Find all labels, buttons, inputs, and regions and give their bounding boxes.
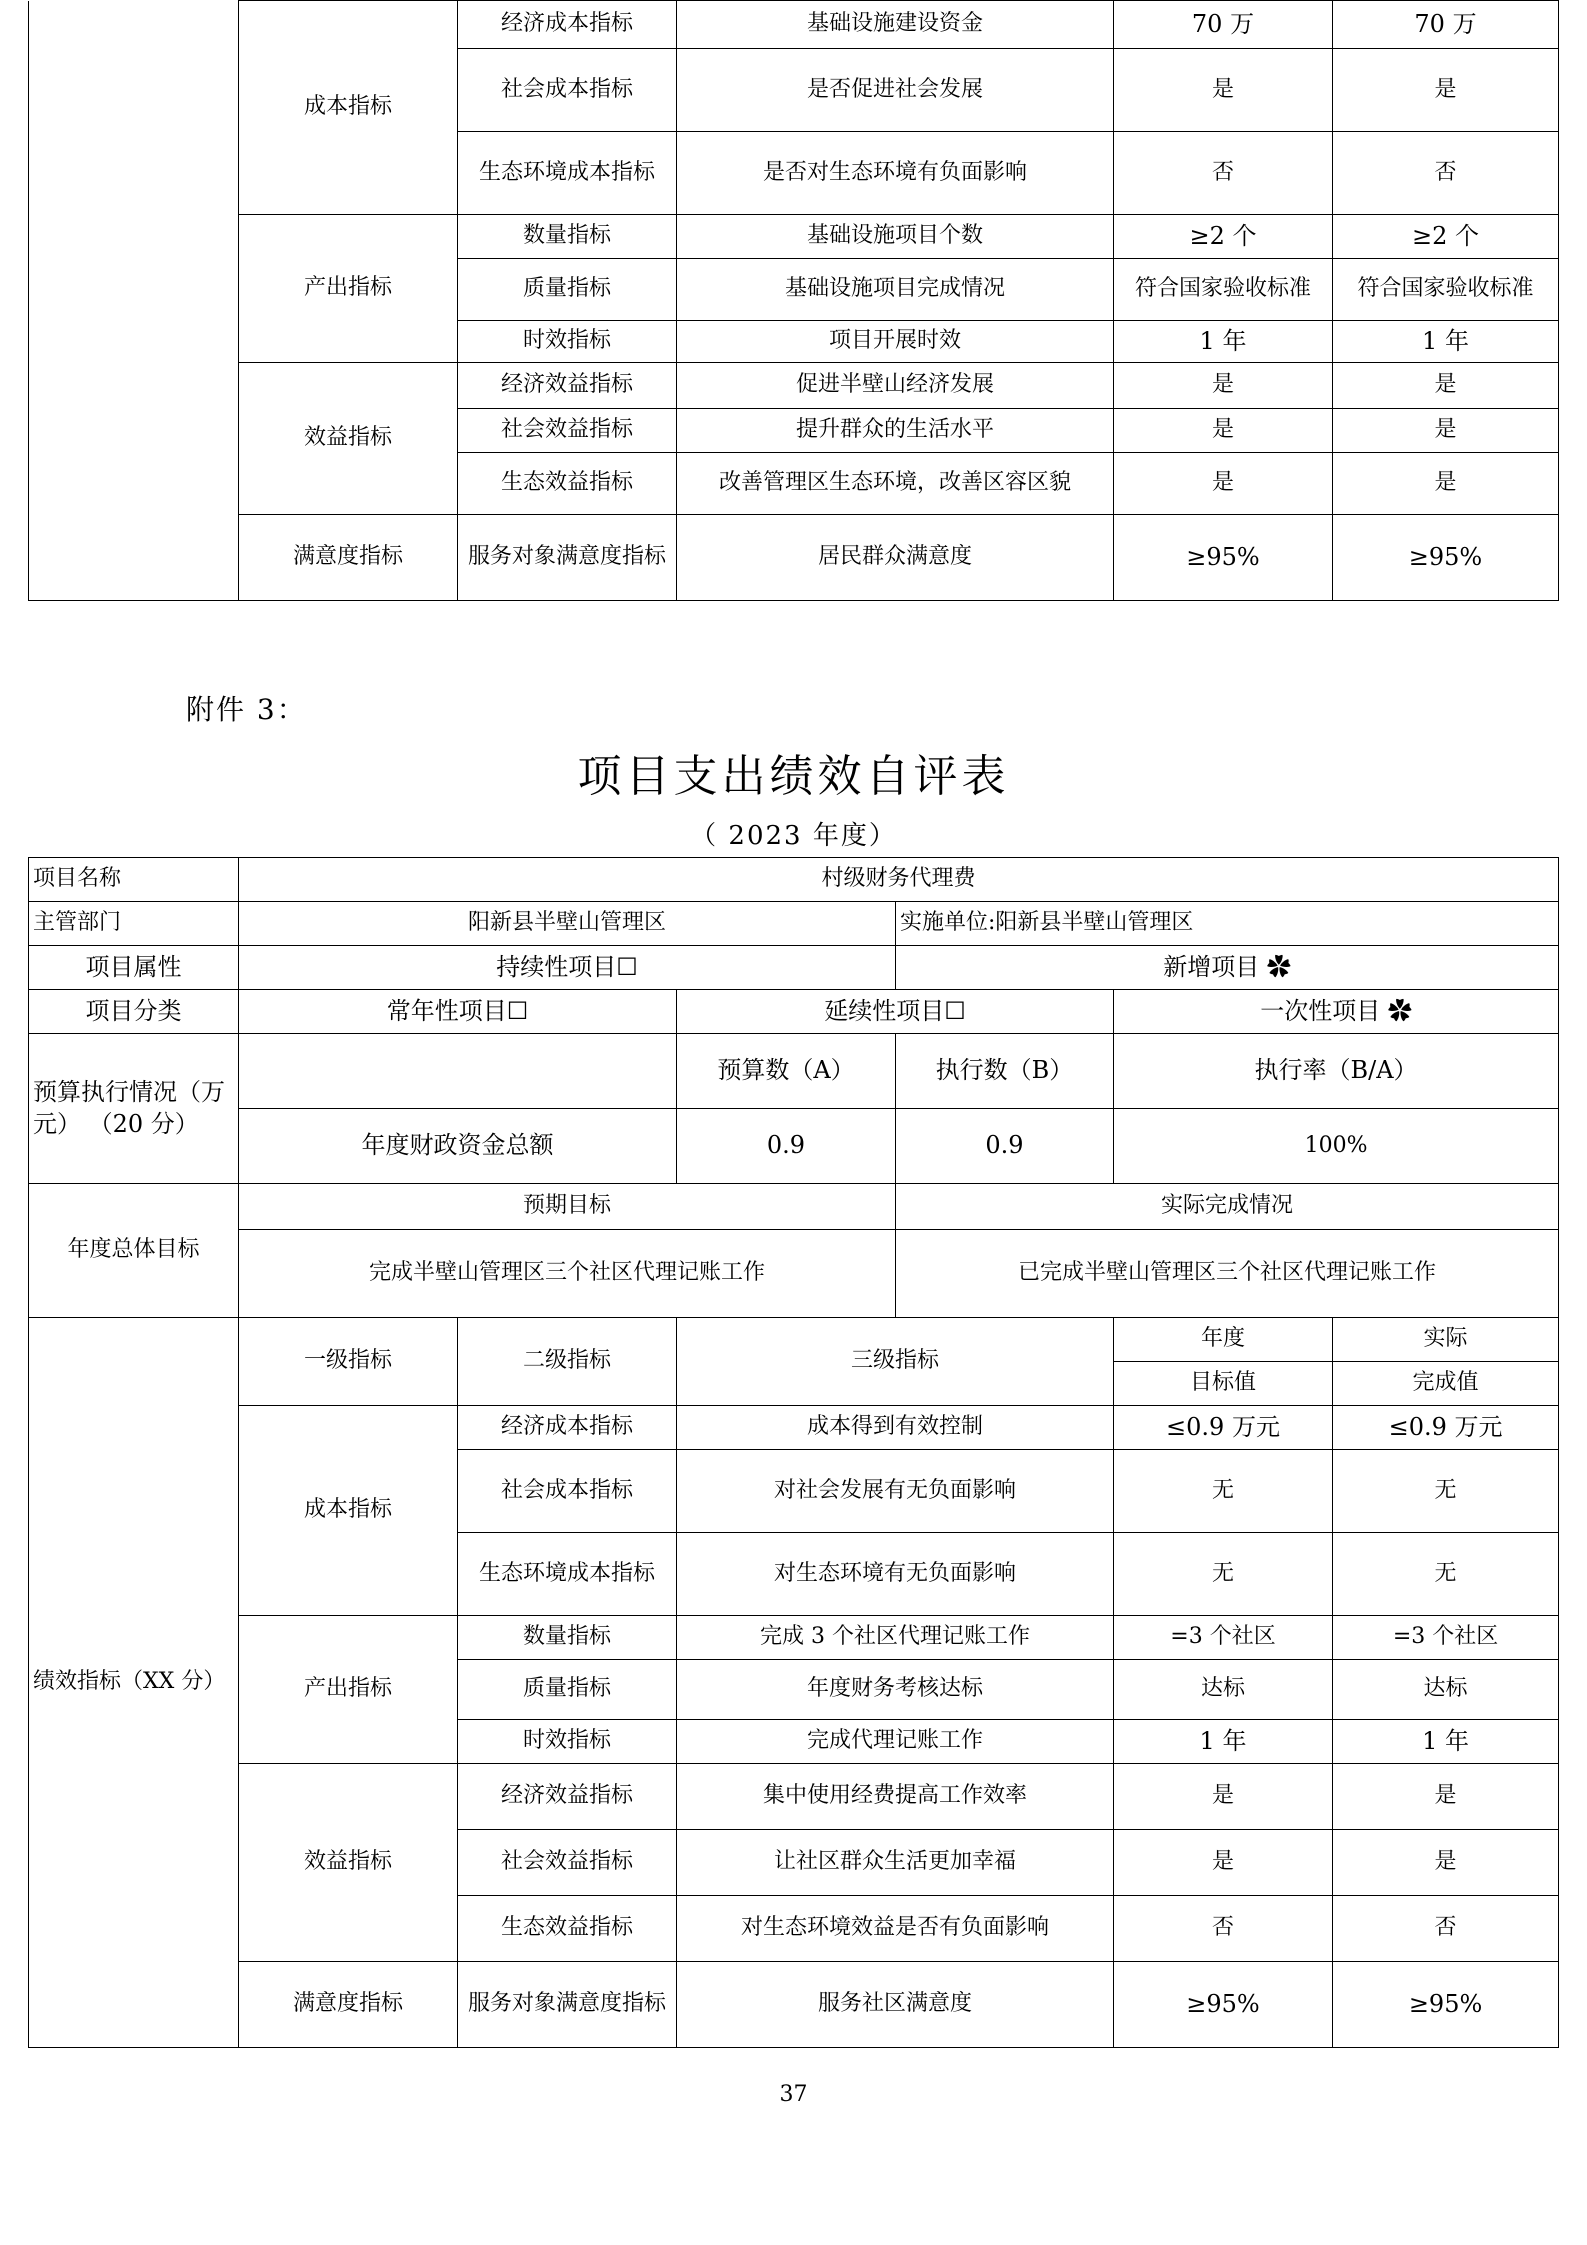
table-row <box>29 1034 1559 1109</box>
actual-cell: ≤0.9 万元 <box>1333 1406 1559 1450</box>
year-subtitle: （ 2023 年度） <box>690 821 897 851</box>
target-cell: 符合国家验收标准 <box>1114 259 1333 321</box>
detail-cell: 基础设施项目完成情况 <box>677 259 1114 321</box>
budget-b-value: 0.9 <box>896 1109 1114 1184</box>
budget-execution-label: 预算执行情况（万元） （20 分） <box>29 1034 239 1184</box>
self-evaluation-table <box>28 857 1559 2048</box>
detail-cell: 年度财务考核达标 <box>677 1660 1114 1720</box>
table-row <box>29 515 1559 601</box>
actual-cell: 1 年 <box>1333 1720 1559 1764</box>
target-cell: ≥95% <box>1114 1962 1333 2048</box>
project-attribute-label: 项目属性 <box>29 946 239 990</box>
detail-cell: 集中使用经费提高工作效率 <box>677 1764 1114 1830</box>
level3-header: 三级指标 <box>677 1318 1114 1406</box>
sub-indicator-cell: 数量指标 <box>458 1616 677 1660</box>
project-name-label: 项目名称 <box>29 858 239 902</box>
budget-row-label: 年度财政资金总额 <box>239 1109 677 1184</box>
group-cell: 效益指标 <box>239 1764 458 1962</box>
target-cell: 1 年 <box>1114 321 1333 363</box>
detail-cell: 促进半壁山经济发展 <box>677 363 1114 409</box>
sub-indicator-cell: 质量指标 <box>458 259 677 321</box>
annual-goal-label: 年度总体目标 <box>29 1184 239 1318</box>
actual-cell: 是 <box>1333 409 1559 453</box>
detail-cell: 基础设施建设资金 <box>677 1 1114 49</box>
previous-performance-table <box>28 0 1559 601</box>
sub-indicator-cell: 生态效益指标 <box>458 1896 677 1962</box>
budget-col-rate: 执行率（B/A） <box>1114 1034 1559 1109</box>
expected-goal-header: 预期目标 <box>239 1184 896 1230</box>
target-cell: 否 <box>1114 1896 1333 1962</box>
detail-cell: 项目开展时效 <box>677 321 1114 363</box>
actual-cell: 否 <box>1333 1896 1559 1962</box>
actual-cell: 达标 <box>1333 1660 1559 1720</box>
detail-cell: 服务社区满意度 <box>677 1962 1114 2048</box>
sub-indicator-cell: 生态环境成本指标 <box>458 132 677 215</box>
actual-cell: 是 <box>1333 363 1559 409</box>
sub-indicator-cell: 质量指标 <box>458 1660 677 1720</box>
budget-col-b: 执行数（B） <box>896 1034 1114 1109</box>
level2-header: 二级指标 <box>458 1318 677 1406</box>
target-header-bottom: 目标值 <box>1114 1362 1333 1406</box>
perf-label-cell <box>29 1 239 601</box>
sub-indicator-cell: 数量指标 <box>458 215 677 259</box>
detail-cell: 居民群众满意度 <box>677 515 1114 601</box>
detail-cell: 完成代理记账工作 <box>677 1720 1114 1764</box>
actual-cell: 符合国家验收标准 <box>1333 259 1559 321</box>
group-cell: 产出指标 <box>239 215 458 363</box>
actual-cell: 是 <box>1333 1830 1559 1896</box>
table-row <box>29 1616 1559 1660</box>
actual-cell: =3 个社区 <box>1333 1616 1559 1660</box>
target-cell: ≥2 个 <box>1114 215 1333 259</box>
group-cell: 效益指标 <box>239 363 458 515</box>
table-row <box>29 990 1559 1034</box>
table-row <box>29 858 1559 902</box>
sub-indicator-cell: 经济成本指标 <box>458 1 677 49</box>
sub-indicator-cell: 经济效益指标 <box>458 363 677 409</box>
actual-completion-text: 已完成半壁山管理区三个社区代理记账工作 <box>896 1230 1559 1318</box>
target-cell: 是 <box>1114 409 1333 453</box>
sub-indicator-cell: 经济成本指标 <box>458 1406 677 1450</box>
target-cell: 是 <box>1114 453 1333 515</box>
sub-indicator-cell: 社会成本指标 <box>458 1450 677 1533</box>
target-cell: 是 <box>1114 49 1333 132</box>
table-row <box>29 1764 1559 1830</box>
sub-indicator-cell: 时效指标 <box>458 321 677 363</box>
budget-blank-cell <box>239 1034 677 1109</box>
target-cell: 70 万 <box>1114 1 1333 49</box>
target-cell: =3 个社区 <box>1114 1616 1333 1660</box>
project-class-label: 项目分类 <box>29 990 239 1034</box>
actual-cell: 是 <box>1333 1764 1559 1830</box>
detail-cell: 对生态环境有无负面影响 <box>677 1533 1114 1616</box>
page-number: 37 <box>779 2082 808 2107</box>
actual-cell: 1 年 <box>1333 321 1559 363</box>
budget-col-a: 预算数（A） <box>677 1034 896 1109</box>
detail-cell: 是否促进社会发展 <box>677 49 1114 132</box>
performance-indicator-label: 绩效指标（XX 分） <box>29 1318 239 2048</box>
class-once-checkbox: 一次性项目 ✿ <box>1114 990 1559 1034</box>
level1-header: 一级指标 <box>239 1318 458 1406</box>
actual-completion-header: 实际完成情况 <box>896 1184 1559 1230</box>
expected-goal-text: 完成半壁山管理区三个社区代理记账工作 <box>239 1230 896 1318</box>
group-cell: 成本指标 <box>239 1 458 215</box>
table-row <box>29 363 1559 409</box>
department-label: 主管部门 <box>29 902 239 946</box>
sub-indicator-cell: 服务对象满意度指标 <box>458 515 677 601</box>
target-cell: ≤0.9 万元 <box>1114 1406 1333 1450</box>
budget-a-value: 0.9 <box>677 1109 896 1184</box>
group-cell: 满意度指标 <box>239 1962 458 2048</box>
target-cell: 否 <box>1114 132 1333 215</box>
target-cell: 是 <box>1114 363 1333 409</box>
detail-cell: 对生态环境效益是否有负面影响 <box>677 1896 1114 1962</box>
detail-cell: 改善管理区生态环境，改善区容区貌 <box>677 453 1114 515</box>
table-row <box>29 1962 1559 2048</box>
table-row <box>29 946 1559 990</box>
table-row <box>29 1230 1559 1318</box>
table-row <box>29 1406 1559 1450</box>
attribute-ongoing-checkbox: 持续性项目☐ <box>239 946 896 990</box>
detail-cell: 提升群众的生活水平 <box>677 409 1114 453</box>
implementing-unit: 实施单位:阳新县半壁山管理区 <box>896 902 1559 946</box>
sub-indicator-cell: 经济效益指标 <box>458 1764 677 1830</box>
detail-cell: 让社区群众生活更加幸福 <box>677 1830 1114 1896</box>
table-row <box>29 1318 1559 1362</box>
attribute-new-checkbox: 新增项目 ✿ <box>896 946 1559 990</box>
table-row <box>29 1184 1559 1230</box>
target-cell: 达标 <box>1114 1660 1333 1720</box>
target-cell: ≥95% <box>1114 515 1333 601</box>
table-row <box>29 215 1559 259</box>
class-continued-checkbox: 延续性项目☐ <box>677 990 1114 1034</box>
sub-indicator-cell: 生态环境成本指标 <box>458 1533 677 1616</box>
actual-cell: 70 万 <box>1333 1 1559 49</box>
actual-cell: ≥2 个 <box>1333 215 1559 259</box>
group-cell: 满意度指标 <box>239 515 458 601</box>
budget-rate-value: 100% <box>1114 1109 1559 1184</box>
actual-header-top: 实际 <box>1333 1318 1559 1362</box>
sub-indicator-cell: 服务对象满意度指标 <box>458 1962 677 2048</box>
actual-header-bottom: 完成值 <box>1333 1362 1559 1406</box>
table-row <box>29 902 1559 946</box>
detail-cell: 基础设施项目个数 <box>677 215 1114 259</box>
sub-indicator-cell: 社会效益指标 <box>458 1830 677 1896</box>
group-cell: 成本指标 <box>239 1406 458 1616</box>
sub-indicator-cell: 生态效益指标 <box>458 453 677 515</box>
detail-cell: 对社会发展有无负面影响 <box>677 1450 1114 1533</box>
actual-cell: ≥95% <box>1333 1962 1559 2048</box>
actual-cell: 无 <box>1333 1450 1559 1533</box>
target-cell: 1 年 <box>1114 1720 1333 1764</box>
target-cell: 是 <box>1114 1830 1333 1896</box>
target-cell: 无 <box>1114 1533 1333 1616</box>
detail-cell: 完成 3 个社区代理记账工作 <box>677 1616 1114 1660</box>
class-regular-checkbox: 常年性项目☐ <box>239 990 677 1034</box>
sub-indicator-cell: 社会成本指标 <box>458 49 677 132</box>
group-cell: 产出指标 <box>239 1616 458 1764</box>
actual-cell: 无 <box>1333 1533 1559 1616</box>
department-value: 阳新县半壁山管理区 <box>239 902 896 946</box>
page-title: 项目支出绩效自评表 <box>577 751 1010 802</box>
target-cell: 无 <box>1114 1450 1333 1533</box>
actual-cell: 是 <box>1333 49 1559 132</box>
table-row <box>29 1109 1559 1184</box>
detail-cell: 成本得到有效控制 <box>677 1406 1114 1450</box>
detail-cell: 是否对生态环境有负面影响 <box>677 132 1114 215</box>
sub-indicator-cell: 时效指标 <box>458 1720 677 1764</box>
project-name-value: 村级财务代理费 <box>239 858 1559 902</box>
actual-cell: 是 <box>1333 453 1559 515</box>
actual-cell: ≥95% <box>1333 515 1559 601</box>
target-cell: 是 <box>1114 1764 1333 1830</box>
attachment-label: 附件 3： <box>186 693 307 726</box>
target-header-top: 年度 <box>1114 1318 1333 1362</box>
actual-cell: 否 <box>1333 132 1559 215</box>
sub-indicator-cell: 社会效益指标 <box>458 409 677 453</box>
table-row <box>29 1 1559 49</box>
